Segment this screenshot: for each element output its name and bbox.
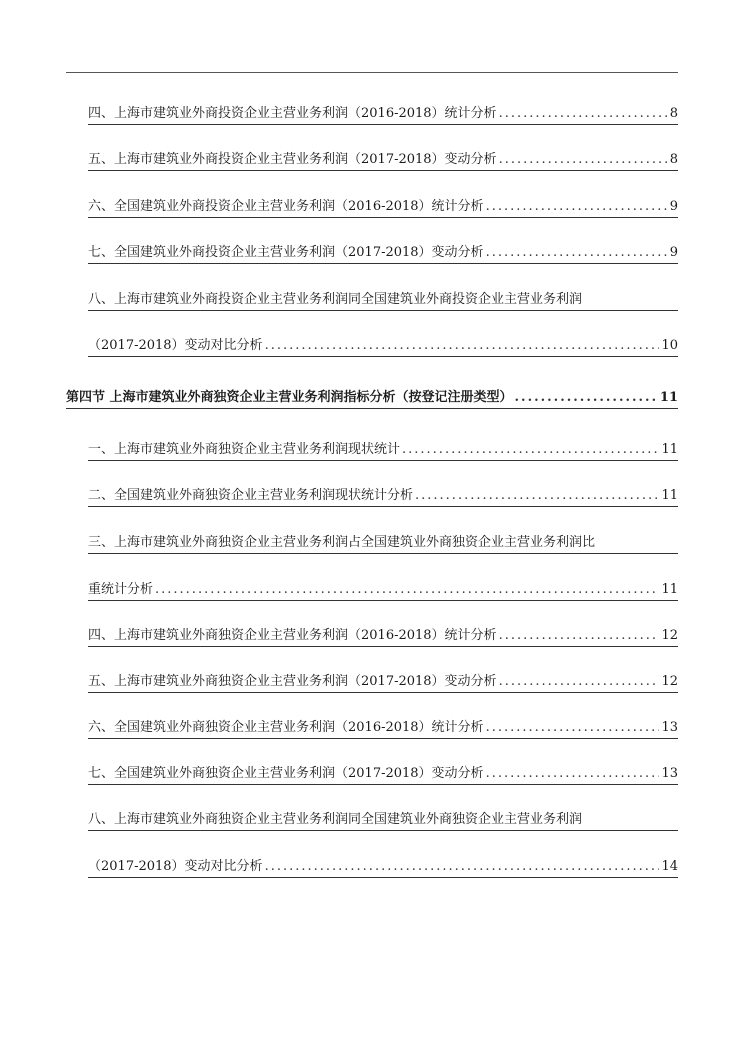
toc-leader-dots bbox=[265, 334, 660, 358]
toc-leader-dots bbox=[486, 762, 660, 786]
toc-page-number: 9 bbox=[669, 199, 678, 214]
toc-page-number: 13 bbox=[661, 720, 678, 735]
toc-leader-dots bbox=[499, 670, 660, 694]
toc-page-number: 13 bbox=[661, 766, 678, 781]
toc-entry-text: 七、全国建筑业外商投资企业主营业务利润（2017-2018）变动分析 bbox=[88, 245, 484, 260]
toc-leader-dots bbox=[499, 624, 660, 648]
toc-entry[interactable] bbox=[88, 716, 678, 740]
toc-leader-dots bbox=[486, 195, 668, 219]
toc-entry[interactable] bbox=[88, 438, 678, 462]
toc-section-heading[interactable] bbox=[66, 386, 678, 410]
toc-page-number: 11 bbox=[661, 442, 678, 457]
toc-entry-text: 重统计分析 bbox=[88, 582, 154, 597]
toc-entry-line1[interactable] bbox=[88, 808, 678, 832]
toc-leader-dots bbox=[515, 386, 658, 410]
toc-leader-dots bbox=[499, 148, 668, 172]
toc-leader-dots bbox=[486, 716, 660, 740]
toc-entry-line1[interactable] bbox=[88, 288, 678, 312]
toc-entry-text: 五、上海市建筑业外商独资企业主营业务利润（2017-2018）变动分析 bbox=[88, 674, 497, 689]
toc-leader-dots bbox=[155, 578, 659, 602]
toc-entry-text: 八、上海市建筑业外商投资企业主营业务利润同全国建筑业外商投资企业主营业务利润 bbox=[88, 288, 678, 311]
toc-entry-text: 五、上海市建筑业外商投资企业主营业务利润（2017-2018）变动分析 bbox=[88, 152, 497, 167]
toc-entry-text: 三、上海市建筑业外商独资企业主营业务利润占全国建筑业外商独资企业主营业务利润比 bbox=[88, 531, 678, 554]
toc-page-number: 11 bbox=[661, 488, 678, 503]
toc-entry-line2[interactable] bbox=[88, 578, 678, 602]
toc-entry[interactable] bbox=[88, 102, 678, 126]
toc-page-number: 12 bbox=[661, 628, 678, 643]
toc-entry-text: 四、上海市建筑业外商独资企业主营业务利润（2016-2018）统计分析 bbox=[88, 628, 497, 643]
toc-page-number: 12 bbox=[661, 674, 678, 689]
toc-entry[interactable] bbox=[88, 762, 678, 786]
toc-page-number: 8 bbox=[669, 152, 678, 167]
toc-page-number: 8 bbox=[669, 106, 678, 121]
toc-entry-text: 一、上海市建筑业外商独资企业主营业务利润现状统计 bbox=[88, 442, 401, 457]
toc-leader-dots bbox=[499, 102, 668, 126]
toc-entry[interactable] bbox=[88, 241, 678, 265]
toc-entry-line2[interactable] bbox=[88, 334, 678, 358]
toc-leader-dots bbox=[486, 241, 668, 265]
toc-page-number: 9 bbox=[669, 245, 678, 260]
toc-entry-text: （2017-2018）变动对比分析 bbox=[88, 859, 263, 874]
toc-entry[interactable] bbox=[88, 484, 678, 508]
toc-leader-dots bbox=[402, 438, 659, 462]
toc-entry-text: 二、全国建筑业外商独资企业主营业务利润现状统计分析 bbox=[88, 488, 414, 503]
toc-page-number: 10 bbox=[661, 338, 678, 353]
toc-entry[interactable] bbox=[88, 195, 678, 219]
toc-entry-text: 六、全国建筑业外商投资企业主营业务利润（2016-2018）统计分析 bbox=[88, 199, 484, 214]
toc-entry[interactable] bbox=[88, 624, 678, 648]
toc-page-number: 14 bbox=[661, 859, 678, 874]
toc-leader-dots bbox=[265, 855, 660, 879]
toc-leader-dots bbox=[415, 484, 659, 508]
toc-entry-line2[interactable] bbox=[88, 855, 678, 879]
toc-entry-text: 六、全国建筑业外商独资企业主营业务利润（2016-2018）统计分析 bbox=[88, 720, 484, 735]
toc-entry-line1[interactable] bbox=[88, 531, 678, 555]
toc-entry-text: 七、全国建筑业外商独资企业主营业务利润（2017-2018）变动分析 bbox=[88, 766, 484, 781]
toc-page-number: 11 bbox=[659, 390, 678, 405]
toc-entry-text: 八、上海市建筑业外商独资企业主营业务利润同全国建筑业外商独资企业主营业务利润 bbox=[88, 808, 678, 831]
toc-section-text: 第四节 上海市建筑业外商独资企业主营业务利润指标分析（按登记注册类型） bbox=[66, 390, 513, 405]
toc-entry-text: 四、上海市建筑业外商投资企业主营业务利润（2016-2018）统计分析 bbox=[88, 106, 497, 121]
toc-entry-text: （2017-2018）变动对比分析 bbox=[88, 338, 263, 353]
toc-page-number: 11 bbox=[661, 582, 678, 597]
toc-entry[interactable] bbox=[88, 148, 678, 172]
toc-entry[interactable] bbox=[88, 670, 678, 694]
